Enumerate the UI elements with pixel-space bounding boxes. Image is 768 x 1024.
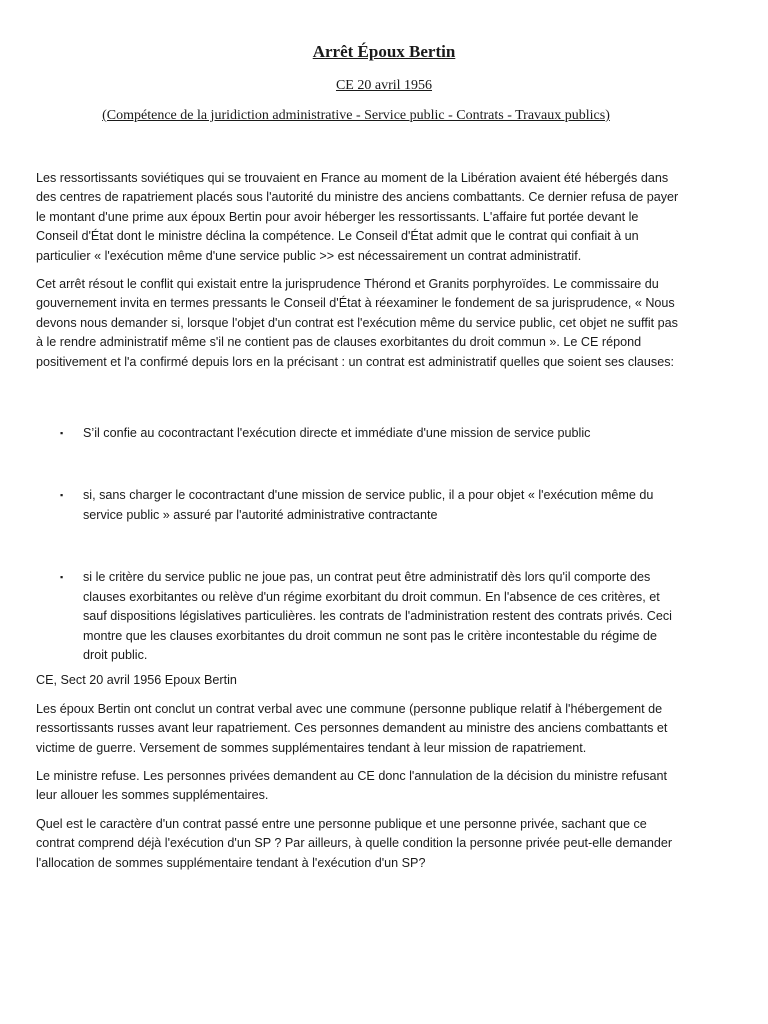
list-item bbox=[36, 424, 682, 443]
bullet-icon: ▪ bbox=[60, 490, 64, 501]
bullet-icon: ▪ bbox=[60, 572, 64, 583]
criteria-list bbox=[36, 424, 682, 665]
document-date: CE 20 avril 1956 bbox=[335, 78, 433, 93]
list-item bbox=[36, 568, 682, 665]
list-item-text: si le critère du service public ne joue pas, un contrat peut être administratif dès lors qu'il comporte des clauses exorbitantes ou relève d'un régime exorbitant du droit commun. En l'absence de ces critères, et sauf dispositions législatives particulières. les contrats de l'administration restent des contrats privés. Ceci montre que les clauses exorbitantes du droit commun ne sont pas le critère incontestable du régime de droit public. bbox=[83, 570, 672, 662]
case-reference: CE, Sect 20 avril 1956 Epoux Bertin bbox=[36, 673, 237, 688]
paragraph: Le ministre refuse. Les personnes privées demandent au CE donc l'annulation de la décision du ministre refusant leur allouer les sommes supplémentaires. bbox=[36, 768, 668, 803]
bullet-icon: ▪ bbox=[60, 428, 64, 439]
document-keywords: (Compétence de la juridiction administrative - Service public - Contrats - Travaux publics) bbox=[102, 108, 610, 123]
list-item bbox=[36, 486, 682, 525]
paragraph: Quel est le caractère d'un contrat passé entre une personne publique et une personne privée, sachant que ce contrat comprend déjà l'exécution d'un SP ? Par ailleurs, à quelle condition la personne privée peut-elle demander l'allocation de sommes supplémentaire tendant à l'exécution d'un SP? bbox=[36, 816, 673, 870]
list-item-text: si, sans charger le cocontractant d'une mission de service public, il a pour objet « l'exécution même du service public » assuré par l'autorité administrative contractante bbox=[83, 488, 654, 522]
document-title: Arrêt Époux Bertin bbox=[312, 42, 456, 61]
document-body bbox=[36, 169, 682, 882]
list-item-text: S’il confie au cocontractant l'exécution directe et immédiate d'une mission de service public bbox=[83, 426, 591, 441]
paragraph: Les ressortissants soviétiques qui se trouvaient en France au moment de la Libération avaient été hébergés dans des centres de rapatriement placés sous l'autorité du ministre des anciens combattants. Ce dernier refusa de payer le montant d'une prime aux époux Bertin pour avoir héberger les ressortissants. L'affaire fut portée devant le Conseil d'État dont le ministre déclina la compétence. Le Conseil d'État admit que le contrat qui confiait à un particulier « l'exécution même d'une service public >> est nécessairement un contrat administratif. bbox=[36, 171, 679, 263]
paragraph: Les époux Bertin ont conclut un contrat verbal avec une commune (personne publique relatif à l'hébergement de ressortissants russes avant leur rapatriement. Ces personnes demandent au ministre des anciens combattants et victime de guerre. Versement de sommes supplémentaires tendant à leur mission de rapatriement. bbox=[36, 701, 668, 755]
paragraph: Cet arrêt résout le conflit qui existait entre la jurisprudence Thérond et Granits porphyroïdes. Le commissaire du gouvernement invita en termes pressants le Conseil d'État à réexaminer le fondement de sa jurisprudence, « Nous devons nous demander si, lorsque l'objet d'un contrat est l'exécution même du service public, cet objet ne suffit pas à le rendre administratif même s'il ne contient pas de clauses exorbitantes du droit commun ». Le CE répond positivement et l'a confirmé depuis lors en la précisant : un contrat est administratif quelles que soient ses clauses: bbox=[36, 277, 678, 369]
